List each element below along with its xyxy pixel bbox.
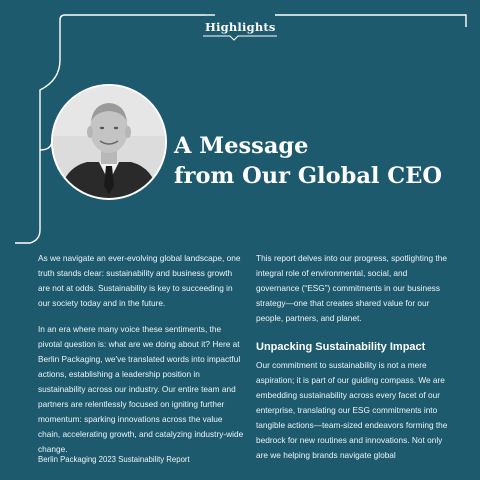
section-subheading: Unpacking Sustainability Impact (256, 341, 426, 353)
right-text-column (256, 251, 450, 474)
ceo-portrait (51, 84, 167, 200)
right-paragraph-1: This report delves into our progress, spotlighting the integral role of environmental, social, and governance (“ESG”) commitments in our business strategy—one that creates shared value for our people, partners, and planet. (256, 253, 447, 323)
title-line-2: from Our Global CEO (174, 163, 442, 189)
left-paragraph-2: In an era where many voice these sentiments, the pivotal question is: what are we doing about it? Here at Berlin Packaging, we've translated words into impactful actions, establishing a leadership position in sustainability across our industry. Our entire team and partners are relentlessly focused on igniting further momentum: sparking innovations across the value chain, accelerating growth, and catalyzing industry-wide change. (38, 324, 244, 454)
right-paragraph-2: Our commitment to sustainability is not a mere aspiration; it is part of our guiding compass. We are embedding sustainability across every facet of our enterprise, translating our ESG commitments into tangible actions—team-sized endeavors forming the bedrock for new routines and innovations. Not only are we helping brands navigate global (256, 360, 448, 460)
page-title (174, 131, 442, 191)
left-text-column (38, 251, 246, 468)
section-tag: Highlights (205, 20, 276, 34)
report-footer: Berlin Packaging 2023 Sustainability Report (38, 455, 190, 464)
title-line-1: A Message (174, 133, 309, 159)
left-paragraph-1: As we navigate an ever-evolving global landscape, one truth stands clear: sustainability and business growth are not at odds. Sustainability is key to succeeding in our society today and in the future. (38, 253, 241, 308)
